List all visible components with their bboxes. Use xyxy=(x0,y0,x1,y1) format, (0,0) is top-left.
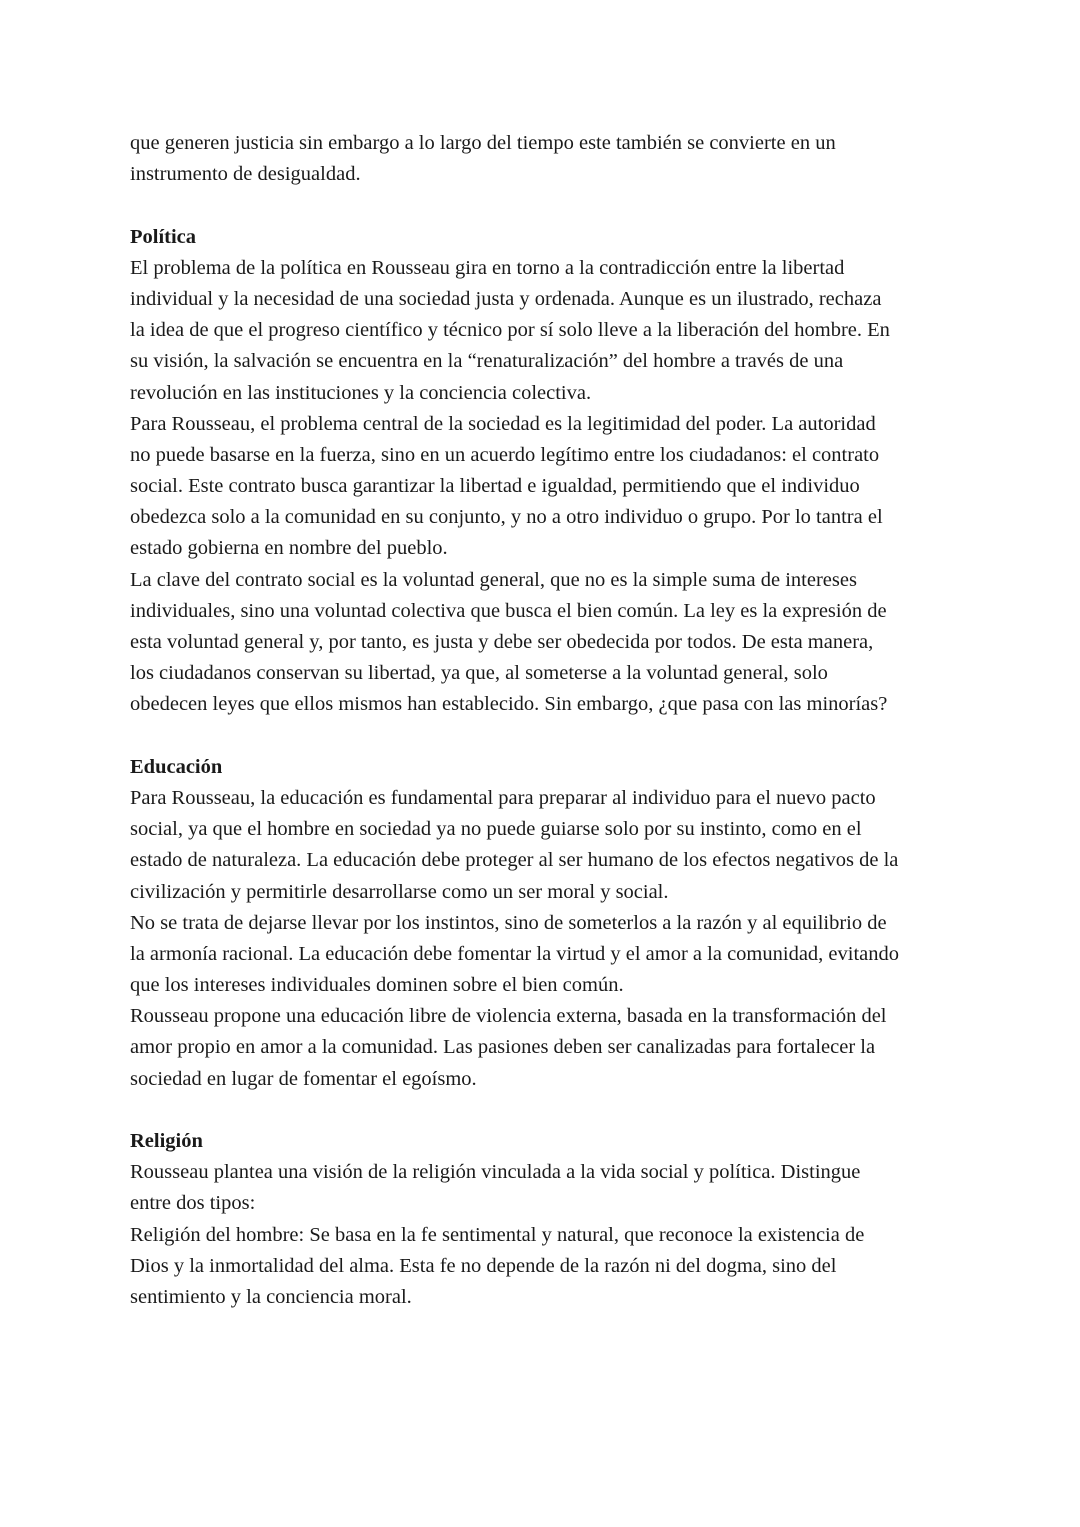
educacion-line: civilización y permitirle desarrollarse como un ser moral y social. xyxy=(130,880,669,903)
educacion-line: social, ya que el hombre en sociedad ya no puede guiarse solo por su instinto, como en el xyxy=(130,818,862,841)
politica-line: esta voluntad general y, por tanto, es justa y debe ser obedecida por todos. De esta manera, xyxy=(130,631,874,653)
educacion-line: sociedad en lugar de fomentar el egoísmo. xyxy=(130,1067,477,1090)
intro-line: instrumento de desigualdad. xyxy=(130,163,361,186)
educacion-line: No se trata de dejarse llevar por los instintos, sino de someterlos a la razón y al equilibrio de xyxy=(130,911,887,934)
section-heading-educacion: Educación xyxy=(130,755,223,778)
intro-line: que generen justicia sin embargo a lo largo del tiempo este también se convierte en un xyxy=(130,132,836,154)
politica-line: individuales, sino una voluntad colectiva que busca el bien común. La ley es la expresión de xyxy=(130,599,887,622)
educacion-line: amor propio en amor a la comunidad. Las pasiones deben ser canalizadas para fortalecer la xyxy=(130,1036,876,1059)
educacion-line: estado de naturaleza. La educación debe proteger al ser humano de los efectos negativos de la xyxy=(130,849,899,872)
politica-line: la idea de que el progreso científico y técnico por sí solo lleve a la liberación del hombre. En xyxy=(130,319,890,342)
politica-line: social. Este contrato busca garantizar la libertad e igualdad, permitiendo que el individuo xyxy=(130,475,860,498)
politica-line: obedecen leyes que ellos mismos han establecido. Sin embargo, ¿que pasa con las minorías? xyxy=(130,693,888,716)
educacion-line: la armonía racional. La educación debe fomentar la virtud y el amor a la comunidad, evitando xyxy=(130,942,900,965)
politica-line: estado gobierna en nombre del pueblo. xyxy=(130,537,448,560)
politica-line: El problema de la política en Rousseau gira en torno a la contradicción entre la libertad xyxy=(130,256,845,279)
politica-line: Para Rousseau, el problema central de la sociedad es la legitimidad del poder. La autoridad xyxy=(130,412,876,435)
educacion-line: que los intereses individuales dominen sobre el bien común. xyxy=(130,974,624,997)
politica-line: obedezca solo a la comunidad en su conjunto, y no a otro individuo o grupo. Por lo tantra el xyxy=(130,506,883,529)
religion-line: Religión del hombre: Se basa en la fe sentimental y natural, que reconoce la existencia de xyxy=(130,1223,865,1246)
religion-line: sentimiento y la conciencia moral. xyxy=(130,1285,412,1308)
paragraph-spacer xyxy=(130,721,960,752)
document-body xyxy=(130,128,960,1313)
politica-line: revolución en las instituciones y la conciencia colectiva. xyxy=(130,381,592,404)
paragraph-spacer xyxy=(130,1095,960,1126)
politica-line: los ciudadanos conservan su libertad, ya que, al someterse a la voluntad general, solo xyxy=(130,662,828,685)
educacion-line: Rousseau propone una educación libre de violencia externa, basada en la transformación del xyxy=(130,1005,887,1028)
section-heading-religion: Religión xyxy=(130,1130,203,1152)
politica-line: su visión, la salvación se encuentra en la “renaturalización” del hombre a través de una xyxy=(130,350,844,373)
politica-line: no puede basarse en la fuerza, sino en un acuerdo legítimo entre los ciudadanos: el contrato xyxy=(130,443,880,466)
politica-line: individual y la necesidad de una sociedad justa y ordenada. Aunque es un ilustrado, rechaza xyxy=(130,287,882,310)
religion-line: Dios y la inmortalidad del alma. Esta fe no depende de la razón ni del dogma, sino del xyxy=(130,1254,837,1277)
paragraph-spacer xyxy=(130,190,960,221)
religion-line: Rousseau plantea una visión de la religión vinculada a la vida social y política. Distingue xyxy=(130,1161,861,1184)
religion-line: entre dos tipos: xyxy=(130,1192,256,1215)
educacion-line: Para Rousseau, la educación es fundamental para preparar al individuo para el nuevo pacto xyxy=(130,786,876,809)
politica-line: La clave del contrato social es la voluntad general, que no es la simple suma de intereses xyxy=(130,568,857,591)
section-heading-politica: Política xyxy=(130,225,197,248)
